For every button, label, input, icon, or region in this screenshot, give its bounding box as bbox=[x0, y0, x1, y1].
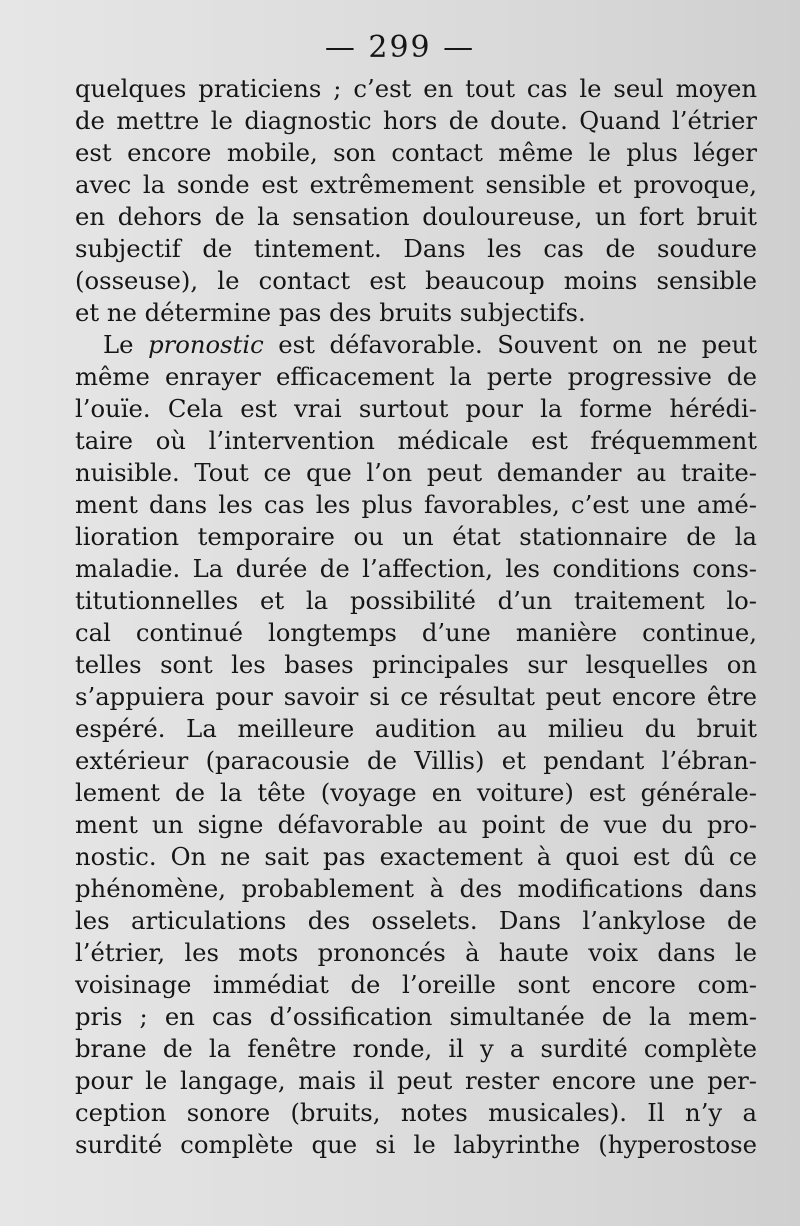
text-line: titutionnelles et la possibilité d’un traitement lo- bbox=[75, 586, 757, 615]
text-line: pris ; en cas d’ossification simultanée de la mem- bbox=[75, 1002, 757, 1031]
text-line: taire où l’intervention médicale est fréquemment bbox=[75, 426, 757, 455]
text-line: même enrayer efficacement la perte progressive de bbox=[75, 362, 757, 391]
text-line: les articulations des osselets. Dans l’ankylose de bbox=[75, 906, 757, 935]
emphasis-term: pronostic bbox=[148, 330, 264, 359]
text-line: nuisible. Tout ce que l’on peut demander au traite- bbox=[75, 458, 757, 487]
text-line: est encore mobile, son contact même le plus léger bbox=[75, 138, 757, 167]
text-run: Le bbox=[103, 330, 149, 359]
text-line: ception sonore (bruits, notes musicales). Il n’y a bbox=[75, 1098, 757, 1127]
text-line: en dehors de la sensation douloureuse, un fort bruit bbox=[75, 202, 757, 231]
text-line: brane de la fenêtre ronde, il y a surdité complète bbox=[75, 1034, 757, 1063]
text-line: lement de la tête (voyage en voiture) est générale- bbox=[75, 778, 757, 807]
text-line: surdité complète que si le labyrinthe (hyperostose bbox=[75, 1130, 757, 1159]
page-number: — 299 — bbox=[324, 30, 476, 65]
text-line: de mettre le diagnostic hors de doute. Quand l’étrier bbox=[75, 106, 757, 135]
text-line: quelques praticiens ; c’est en tout cas le seul moyen bbox=[75, 74, 757, 103]
text-line: lioration temporaire ou un état stationnaire de la bbox=[75, 522, 757, 551]
text-line: s’appuiera pour savoir si ce résultat peut encore être bbox=[75, 682, 757, 711]
text-line: l’étrier, les mots prononcés à haute voix dans le bbox=[75, 938, 757, 967]
text-line: cal continué longtemps d’une manière continue, bbox=[75, 618, 757, 647]
text-line: (osseuse), le contact est beaucoup moins sensible bbox=[75, 266, 757, 295]
text-line: subjectif de tintement. Dans les cas de soudure bbox=[75, 234, 757, 263]
text-run: est défavorable. Souvent on ne peut bbox=[263, 330, 757, 359]
text-line: nostic. On ne sait pas exactement à quoi est dû ce bbox=[75, 842, 757, 871]
text-line: voisinage immédiat de l’oreille sont encore com- bbox=[75, 970, 757, 999]
text-line: ment un signe défavorable au point de vue du pro- bbox=[75, 810, 757, 839]
text-line-first bbox=[75, 329, 757, 361]
text-line: phénomène, probablement à des modifications dans bbox=[75, 874, 757, 903]
text-line: telles sont les bases principales sur lesquelles on bbox=[75, 650, 757, 679]
text-line: maladie. La durée de l’affection, les conditions cons- bbox=[75, 554, 757, 583]
body-text bbox=[75, 73, 757, 1161]
paragraph-1 bbox=[75, 73, 757, 329]
text-line: espéré. La meilleure audition au milieu du bruit bbox=[75, 714, 757, 743]
text-line: l’ouïe. Cela est vrai surtout pour la forme hérédi- bbox=[75, 394, 757, 423]
text-line: et ne détermine pas des bruits subjectifs. bbox=[75, 298, 586, 327]
text-line: avec la sonde est extrêmement sensible et provoque, bbox=[75, 170, 757, 199]
text-line: ment dans les cas les plus favorables, c’est une amé- bbox=[75, 490, 757, 519]
text-line: extérieur (paracousie de Villis) et pendant l’ébran- bbox=[75, 746, 757, 775]
paragraph-2 bbox=[75, 329, 757, 1161]
text-line: pour le langage, mais il peut rester encore une per- bbox=[75, 1066, 757, 1095]
